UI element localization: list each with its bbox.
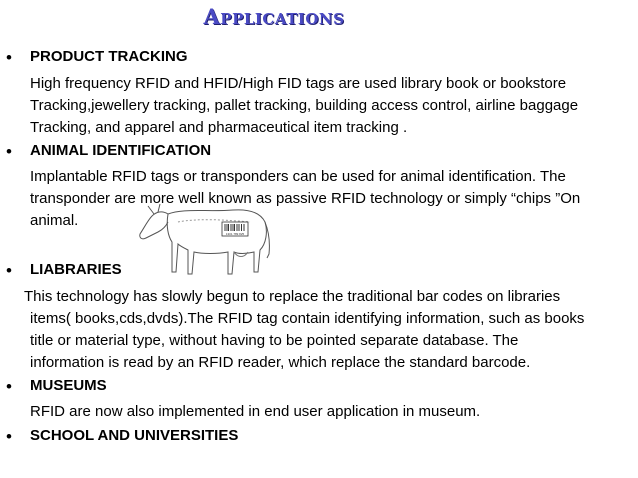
section-text-line: animal. [30,212,79,229]
section-text-line: transponder are more well known as passive RFID technology or simply “chips ”On [30,190,581,207]
page-title: Applications [203,4,345,29]
section-heading-product-tracking: PRODUCT TRACKING [30,48,188,65]
section-heading-museums: MUSEUMS [30,377,107,394]
rfid-tag-icon [222,222,248,236]
section-text-line: information is read by an RFID reader, which replace the standard barcode. [30,354,531,371]
section-text-line: Implantable RFID tags or transponders can be used for animal identification. The [30,168,566,185]
cow-with-rfid-tag-icon [138,192,274,284]
section-heading-libraries: LIABRARIES [30,261,122,278]
bullet-icon: • [6,48,12,67]
section-text-line: This technology has slowly begun to replace the traditional bar codes on libraries [24,288,561,305]
bullet-icon: • [6,377,12,396]
section-text-line: Tracking,jewellery tracking, pallet tracking, building access control, airline baggage [30,97,579,114]
section-text-line: title or material type, without having to be pointed separate database. The [30,332,519,349]
section-heading-animal-identification: ANIMAL IDENTIFICATION [30,142,212,159]
bullet-icon: • [6,142,12,161]
section-heading-school-and-universities: SCHOOL AND UNIVERSITIES [30,427,239,444]
section-text-line: High frequency RFID and HFID/High FID tags are used library book or bookstore [30,75,567,92]
svg-text:1301 789 825: 1301 789 825 [225,232,245,236]
bullet-icon: • [6,427,12,446]
bullet-icon: • [6,261,12,280]
section-text-line: items( books,cds,dvds).The RFID tag contain identifying information, such as books [30,310,585,327]
section-text-line: Tracking, and apparel and pharmaceutical item tracking . [30,119,408,136]
section-text-line: RFID are now also implemented in end user application in museum. [30,403,481,420]
